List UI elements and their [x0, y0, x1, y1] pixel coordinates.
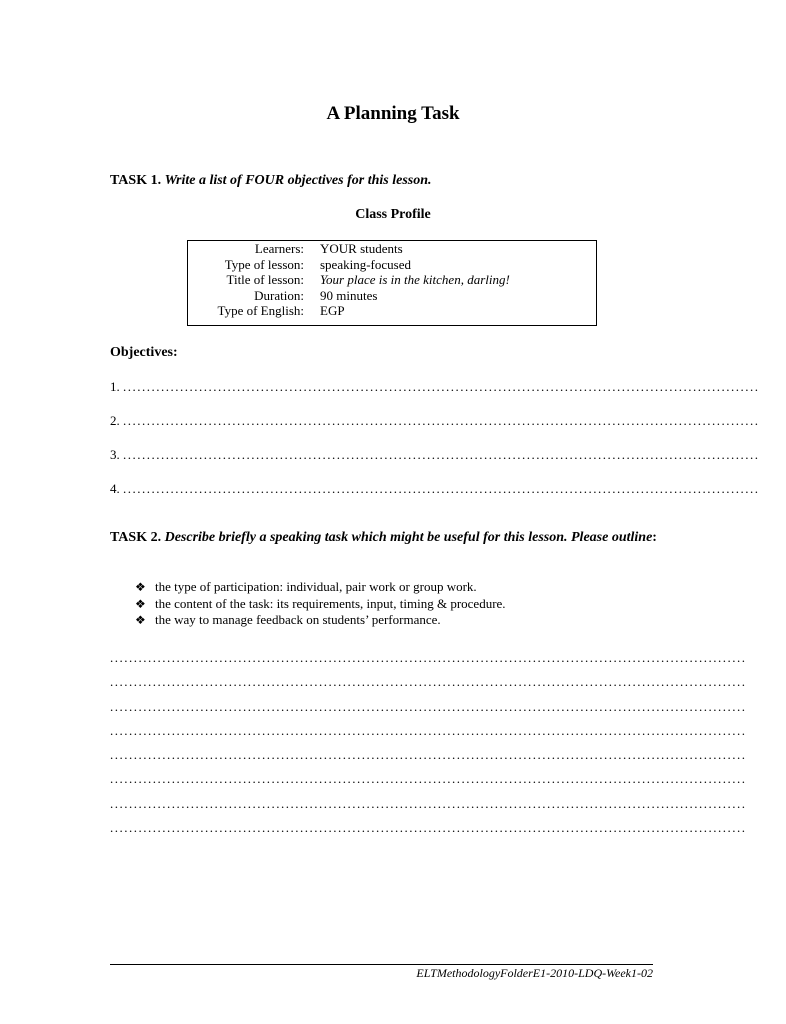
- answer-line-2[interactable]: ......................................................................................................................................: [110, 674, 747, 689]
- profile-row-learners: [188, 241, 596, 256]
- bullet-item: [135, 596, 506, 613]
- objective-line-1[interactable]: [110, 379, 760, 395]
- page-title: A Planning Task: [326, 103, 460, 124]
- task1-heading: [110, 173, 432, 189]
- class-profile-heading: Class Profile: [355, 207, 431, 222]
- task2-heading: [110, 529, 676, 546]
- objective-number: 2.: [110, 413, 120, 428]
- task2-colon: :: [652, 530, 657, 545]
- task2-label: TASK 2.: [110, 530, 162, 545]
- bullet-text: the content of the task: its requirements, input, timing & procedure.: [155, 595, 506, 611]
- profile-row-type-of-english: [188, 303, 596, 318]
- profile-value: EGP: [320, 303, 345, 318]
- bullet-text: the type of participation: individual, pair work or group work.: [155, 579, 477, 594]
- objective-number: 3.: [110, 447, 120, 462]
- footer-text: ELTMethodologyFolderE1-2010-LDQ-Week1-02: [416, 966, 653, 980]
- profile-value: speaking-focused: [320, 257, 411, 272]
- answer-line-4[interactable]: ......................................................................................................................................: [110, 723, 747, 738]
- bullet-text: the way to manage feedback on students’ performance.: [155, 612, 441, 627]
- profile-row-type-of-lesson: [188, 257, 596, 272]
- objectives-heading: Objectives:: [110, 345, 178, 360]
- answer-line-5[interactable]: ......................................................................................................................................: [110, 747, 747, 762]
- answer-line-7[interactable]: ......................................................................................................................................: [110, 796, 747, 811]
- objective-number: 4.: [110, 481, 120, 496]
- answer-line-1[interactable]: ......................................................................................................................................: [110, 650, 747, 665]
- dot-leader: ......................................................................................................................................: [123, 379, 760, 394]
- bullet-item: [135, 579, 506, 596]
- answer-line-8[interactable]: ......................................................................................................................................: [110, 820, 747, 835]
- profile-value: YOUR students: [320, 241, 403, 256]
- profile-label: Duration:: [254, 288, 304, 303]
- profile-value: 90 minutes: [320, 288, 378, 303]
- profile-row-title-of-lesson: [188, 272, 596, 287]
- diamond-bullet-icon: ❖: [135, 596, 146, 611]
- dot-leader: ......................................................................................................................................: [123, 447, 760, 462]
- task2-instruction: Describe briefly a speaking task which might be useful for this lesson. Please outline: [164, 530, 653, 545]
- diamond-bullet-icon: ❖: [135, 613, 146, 627]
- profile-label: Type of lesson:: [224, 257, 304, 272]
- task1-instruction: Write a list of FOUR objectives for this lesson.: [164, 173, 432, 188]
- objective-line-4[interactable]: [110, 481, 760, 497]
- diamond-bullet-icon: ❖: [135, 580, 146, 594]
- profile-label: Type of English:: [217, 303, 304, 318]
- objective-number: 1.: [110, 379, 120, 394]
- dot-leader: ......................................................................................................................................: [123, 413, 760, 428]
- dot-leader: ......................................................................................................................................: [123, 481, 760, 496]
- objective-line-3[interactable]: [110, 447, 760, 463]
- profile-row-duration: [188, 288, 596, 303]
- profile-label: Title of lesson:: [226, 272, 304, 287]
- footer-rule: [110, 964, 653, 965]
- task1-label: TASK 1.: [110, 173, 162, 188]
- answer-line-6[interactable]: ......................................................................................................................................: [110, 771, 747, 786]
- class-profile-box: [187, 240, 597, 326]
- profile-label: Learners:: [254, 241, 304, 256]
- profile-value: Your place is in the kitchen, darling!: [320, 272, 510, 287]
- objective-line-2[interactable]: [110, 413, 760, 429]
- answer-line-3[interactable]: ......................................................................................................................................: [110, 699, 747, 714]
- task2-bullet-list: [135, 579, 506, 629]
- bullet-item: [135, 612, 506, 629]
